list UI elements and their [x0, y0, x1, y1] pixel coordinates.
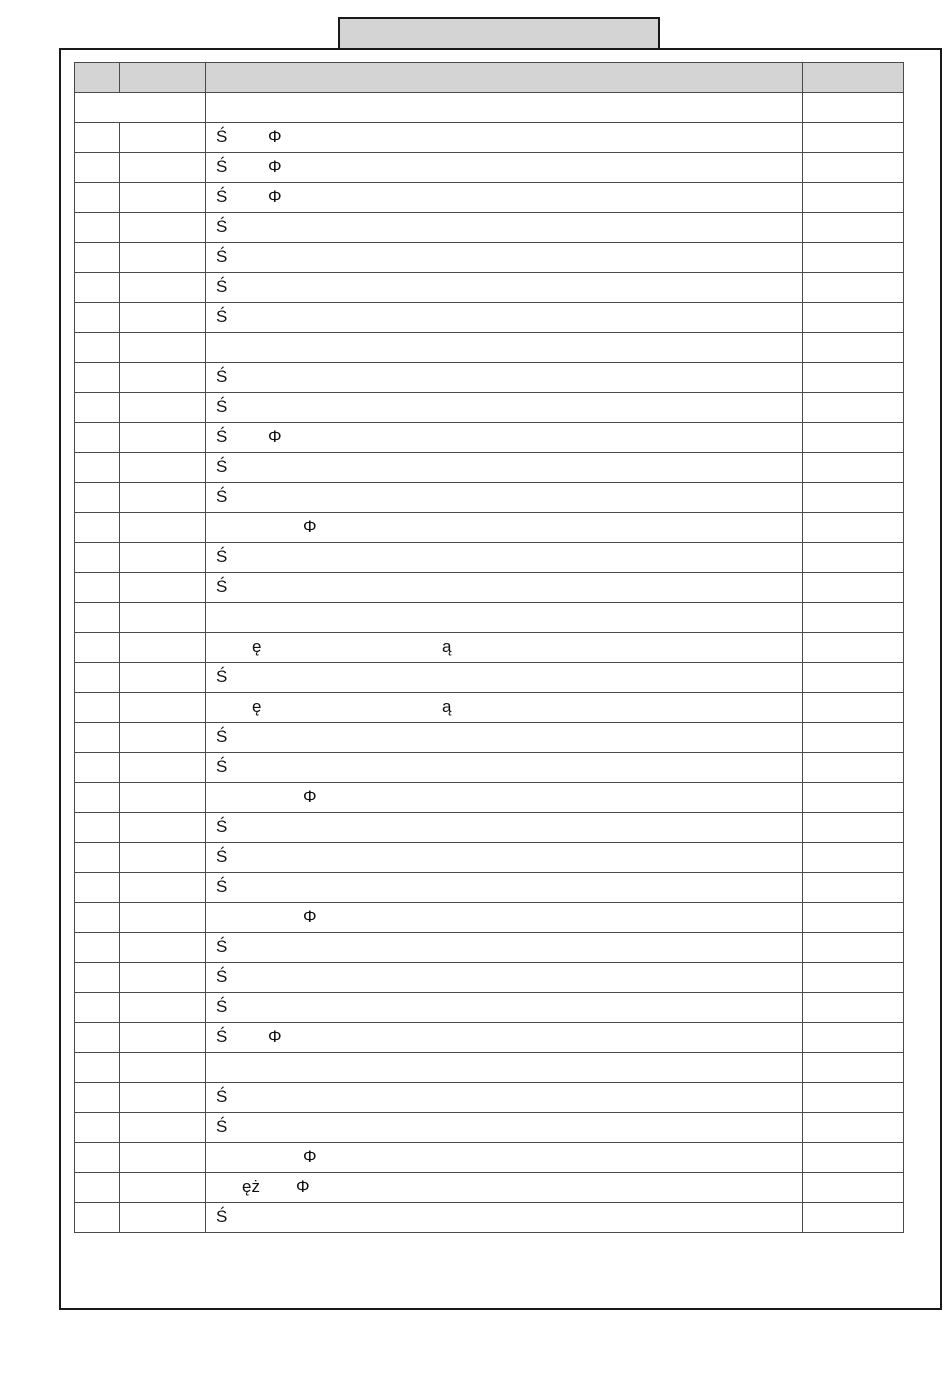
row-description-cell	[206, 1053, 803, 1083]
row-value-cell	[803, 213, 904, 243]
description-glyph: ęż	[242, 1177, 260, 1196]
row-value-cell	[803, 1023, 904, 1053]
description-glyph: Ś	[216, 1087, 228, 1106]
row-code-cell	[120, 1023, 206, 1053]
row-code-cell	[120, 903, 206, 933]
row-description-cell	[206, 153, 803, 183]
row-number-cell	[75, 1113, 120, 1143]
row-code-cell	[120, 393, 206, 423]
row-number-cell	[75, 213, 120, 243]
description-glyph: Ś	[216, 817, 228, 836]
description-glyph: Ś	[216, 397, 228, 416]
row-code-cell	[120, 633, 206, 663]
row-number-cell	[75, 243, 120, 273]
row-value-cell	[803, 93, 904, 123]
row-number-cell	[75, 663, 120, 693]
description-glyph: ą	[442, 697, 452, 716]
row-value-cell	[803, 663, 904, 693]
row-description-cell	[206, 1143, 803, 1173]
table-row	[75, 483, 904, 513]
row-code-cell	[120, 693, 206, 723]
description-glyph: Ś	[216, 847, 228, 866]
row-description-cell	[206, 693, 803, 723]
row-value-cell	[803, 453, 904, 483]
description-glyph: Φ	[303, 1147, 317, 1166]
description-glyph: Φ	[296, 1177, 310, 1196]
row-description-cell	[206, 633, 803, 663]
table-row	[75, 843, 904, 873]
row-value-cell	[803, 273, 904, 303]
row-description-cell	[206, 513, 803, 543]
row-number-cell	[75, 153, 120, 183]
description-glyph: Φ	[268, 127, 282, 146]
column-header-4	[803, 63, 904, 93]
table-row	[75, 543, 904, 573]
row-code-cell	[120, 333, 206, 363]
row-value-cell	[803, 723, 904, 753]
description-glyph: Ś	[216, 247, 228, 266]
row-number-cell	[75, 363, 120, 393]
table-row	[75, 123, 904, 153]
row-code-cell	[120, 1053, 206, 1083]
row-value-cell	[803, 543, 904, 573]
row-value-cell	[803, 513, 904, 543]
description-glyph: ę	[252, 637, 262, 656]
description-glyph: Φ	[303, 787, 317, 806]
row-value-cell	[803, 423, 904, 453]
row-description-cell	[206, 783, 803, 813]
column-header-3	[206, 63, 803, 93]
row-code-cell	[120, 843, 206, 873]
description-glyph: Ś	[216, 937, 228, 956]
table-row	[75, 1023, 904, 1053]
description-glyph: Ś	[216, 667, 228, 686]
row-number-cell	[75, 993, 120, 1023]
table-row	[75, 183, 904, 213]
description-glyph: Ś	[216, 427, 228, 446]
table-row	[75, 393, 904, 423]
row-code-cell	[120, 183, 206, 213]
description-glyph: Ś	[216, 487, 228, 506]
row-description-cell	[206, 573, 803, 603]
table-row	[75, 243, 904, 273]
row-code-cell	[120, 303, 206, 333]
table-row	[75, 333, 904, 363]
row-description-cell	[206, 453, 803, 483]
row-number-cell	[75, 1053, 120, 1083]
table-row	[75, 1053, 904, 1083]
row-description-cell	[206, 393, 803, 423]
row-code-cell	[120, 1143, 206, 1173]
description-glyph: Ś	[216, 1207, 228, 1226]
description-glyph: Ś	[216, 997, 228, 1016]
row-code-cell	[120, 1203, 206, 1233]
row-code-cell	[120, 933, 206, 963]
table-row	[75, 423, 904, 453]
row-description-cell	[206, 813, 803, 843]
description-glyph: ę	[252, 697, 262, 716]
row-value-cell	[803, 693, 904, 723]
row-description-cell	[206, 93, 803, 123]
table-header-row	[75, 63, 904, 93]
row-code-cell	[120, 543, 206, 573]
row-code-cell	[120, 513, 206, 543]
description-glyph: Φ	[268, 187, 282, 206]
row-description-cell	[206, 663, 803, 693]
row-value-cell	[803, 873, 904, 903]
row-number-cell	[75, 273, 120, 303]
row-number-cell	[75, 573, 120, 603]
table-body	[75, 93, 904, 1233]
row-value-cell	[803, 633, 904, 663]
row-code-cell	[120, 123, 206, 153]
column-header-1	[75, 63, 120, 93]
description-glyph: Ś	[216, 547, 228, 566]
row-description-cell	[206, 333, 803, 363]
row-description-cell	[206, 993, 803, 1023]
table-row	[75, 1203, 904, 1233]
row-description-cell	[206, 933, 803, 963]
row-code-cell	[120, 993, 206, 1023]
table-row	[75, 453, 904, 483]
row-value-cell	[803, 1173, 904, 1203]
row-number-cell	[75, 873, 120, 903]
table-row	[75, 903, 904, 933]
row-number-cell	[75, 603, 120, 633]
row-value-cell	[803, 753, 904, 783]
row-number-cell	[75, 693, 120, 723]
description-glyph: Ś	[216, 367, 228, 386]
row-code-cell	[120, 273, 206, 303]
row-code-cell	[120, 363, 206, 393]
row-description-cell	[206, 303, 803, 333]
row-value-cell	[803, 333, 904, 363]
row-number-cell	[75, 423, 120, 453]
table-row	[75, 363, 904, 393]
row-description-cell	[206, 423, 803, 453]
row-value-cell	[803, 783, 904, 813]
row-value-cell	[803, 963, 904, 993]
row-code-cell	[120, 783, 206, 813]
row-value-cell	[803, 933, 904, 963]
description-glyph: Ś	[216, 1117, 228, 1136]
row-number-cell	[75, 333, 120, 363]
row-description-cell	[206, 183, 803, 213]
row-code-cell	[120, 573, 206, 603]
table-row	[75, 753, 904, 783]
row-number-cell	[75, 93, 206, 123]
row-value-cell	[803, 303, 904, 333]
description-glyph: Ś	[216, 727, 228, 746]
table-row	[75, 213, 904, 243]
row-value-cell	[803, 183, 904, 213]
row-description-cell	[206, 843, 803, 873]
table-row	[75, 153, 904, 183]
row-description-cell	[206, 963, 803, 993]
row-value-cell	[803, 1053, 904, 1083]
row-number-cell	[75, 1173, 120, 1203]
description-glyph: Φ	[268, 1027, 282, 1046]
table-row	[75, 573, 904, 603]
description-glyph: Ś	[216, 577, 228, 596]
row-code-cell	[120, 1113, 206, 1143]
row-number-cell	[75, 723, 120, 753]
row-number-cell	[75, 843, 120, 873]
row-number-cell	[75, 303, 120, 333]
row-description-cell	[206, 753, 803, 783]
description-glyph: Φ	[303, 907, 317, 926]
description-glyph: Ś	[216, 157, 228, 176]
row-number-cell	[75, 453, 120, 483]
table-row	[75, 663, 904, 693]
row-value-cell	[803, 1143, 904, 1173]
table-row	[75, 1173, 904, 1203]
row-number-cell	[75, 903, 120, 933]
document-table	[74, 62, 904, 1233]
row-description-cell	[206, 1203, 803, 1233]
description-glyph: Ś	[216, 757, 228, 776]
row-description-cell	[206, 1083, 803, 1113]
description-glyph: ą	[442, 637, 452, 656]
row-code-cell	[120, 1083, 206, 1113]
row-description-cell	[206, 543, 803, 573]
row-value-cell	[803, 993, 904, 1023]
table-row	[75, 603, 904, 633]
description-glyph: Φ	[268, 427, 282, 446]
row-number-cell	[75, 513, 120, 543]
row-value-cell	[803, 1083, 904, 1113]
description-glyph: Ś	[216, 457, 228, 476]
table-row	[75, 1083, 904, 1113]
row-number-cell	[75, 783, 120, 813]
row-number-cell	[75, 183, 120, 213]
row-value-cell	[803, 813, 904, 843]
row-description-cell	[206, 723, 803, 753]
row-value-cell	[803, 603, 904, 633]
description-glyph: Ś	[216, 187, 228, 206]
row-value-cell	[803, 123, 904, 153]
row-number-cell	[75, 753, 120, 783]
row-code-cell	[120, 423, 206, 453]
table-row	[75, 783, 904, 813]
row-code-cell	[120, 213, 206, 243]
row-code-cell	[120, 813, 206, 843]
row-code-cell	[120, 873, 206, 903]
row-number-cell	[75, 963, 120, 993]
row-value-cell	[803, 1113, 904, 1143]
row-code-cell	[120, 1173, 206, 1203]
table-row	[75, 993, 904, 1023]
document-title-tab	[338, 17, 660, 48]
row-value-cell	[803, 903, 904, 933]
table-row	[75, 1113, 904, 1143]
row-value-cell	[803, 1203, 904, 1233]
row-code-cell	[120, 243, 206, 273]
row-number-cell	[75, 1083, 120, 1113]
table-row	[75, 933, 904, 963]
row-number-cell	[75, 1203, 120, 1233]
row-code-cell	[120, 663, 206, 693]
table-row	[75, 723, 904, 753]
row-code-cell	[120, 483, 206, 513]
row-number-cell	[75, 933, 120, 963]
table-row	[75, 963, 904, 993]
row-number-cell	[75, 393, 120, 423]
row-code-cell	[120, 963, 206, 993]
column-header-2	[120, 63, 206, 93]
row-description-cell	[206, 873, 803, 903]
row-number-cell	[75, 633, 120, 663]
row-number-cell	[75, 123, 120, 153]
row-description-cell	[206, 603, 803, 633]
row-description-cell	[206, 1173, 803, 1203]
row-value-cell	[803, 243, 904, 273]
row-description-cell	[206, 903, 803, 933]
row-code-cell	[120, 453, 206, 483]
description-glyph: Φ	[268, 157, 282, 176]
table-row	[75, 813, 904, 843]
row-description-cell	[206, 1113, 803, 1143]
row-value-cell	[803, 843, 904, 873]
row-description-cell	[206, 483, 803, 513]
row-description-cell	[206, 1023, 803, 1053]
row-code-cell	[120, 723, 206, 753]
description-glyph: Φ	[303, 517, 317, 536]
row-code-cell	[120, 603, 206, 633]
description-glyph: Ś	[216, 967, 228, 986]
row-value-cell	[803, 483, 904, 513]
row-value-cell	[803, 573, 904, 603]
row-number-cell	[75, 543, 120, 573]
description-glyph: Ś	[216, 307, 228, 326]
row-description-cell	[206, 213, 803, 243]
row-value-cell	[803, 393, 904, 423]
row-description-cell	[206, 123, 803, 153]
row-code-cell	[120, 153, 206, 183]
table-row	[75, 693, 904, 723]
table-row	[75, 303, 904, 333]
row-number-cell	[75, 483, 120, 513]
description-glyph: Ś	[216, 217, 228, 236]
table-row	[75, 273, 904, 303]
row-number-cell	[75, 813, 120, 843]
table-row	[75, 1143, 904, 1173]
row-number-cell	[75, 1023, 120, 1053]
row-value-cell	[803, 153, 904, 183]
table-row	[75, 513, 904, 543]
description-glyph: Ś	[216, 1027, 228, 1046]
table-row	[75, 873, 904, 903]
row-number-cell	[75, 1143, 120, 1173]
row-value-cell	[803, 363, 904, 393]
table-row	[75, 93, 904, 123]
row-description-cell	[206, 363, 803, 393]
row-code-cell	[120, 753, 206, 783]
description-glyph: Ś	[216, 277, 228, 296]
row-description-cell	[206, 273, 803, 303]
row-description-cell	[206, 243, 803, 273]
description-glyph: Ś	[216, 877, 228, 896]
table-row	[75, 633, 904, 663]
description-glyph: Ś	[216, 127, 228, 146]
